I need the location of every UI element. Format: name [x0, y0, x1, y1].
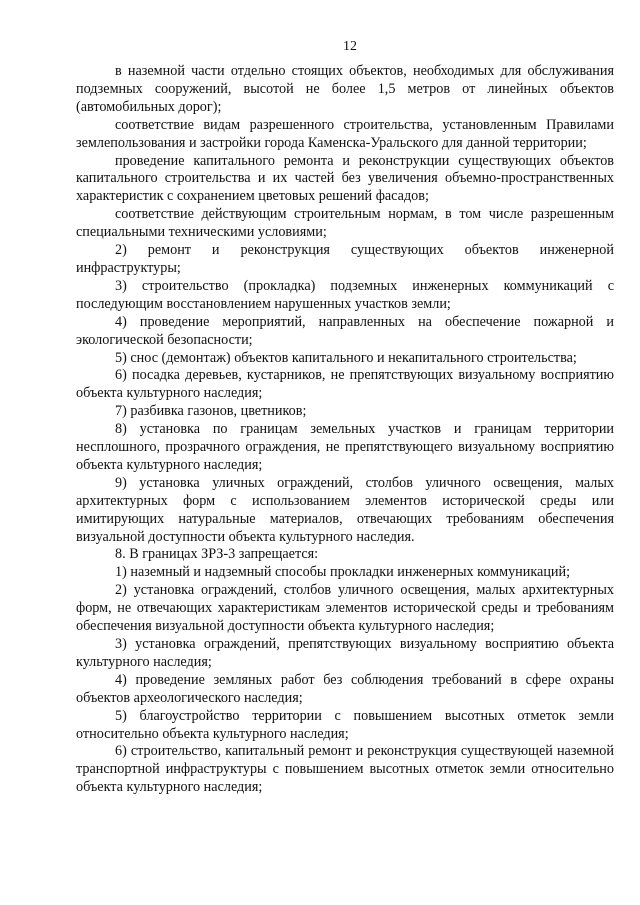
list-item: 4) проведение мероприятий, направленных на обеспечение пожарной и экологической безопасности; — [76, 313, 614, 348]
paragraph: соответствие видам разрешенного строительства, установленным Правилами землепользования и застройки города Каменска-Уральского для данной территории; — [76, 116, 614, 151]
list-item: 4) проведение земляных работ без соблюдения требований в сфере охраны объектов археологического наследия; — [76, 671, 614, 706]
list-item: 6) посадка деревьев, кустарников, не препятствующих визуальному восприятию объекта культурного наследия; — [76, 367, 614, 402]
paragraph: соответствие действующим строительным нормам, в том числе разрешенным специальными техническими условиями; — [76, 206, 614, 241]
list-item: 3) установка ограждений, препятствующих визуальному восприятию объекта культурного наследия; — [76, 636, 614, 670]
list-item: 3) строительство (прокладка) подземных инженерных коммуникаций с последующим восстановлением нарушенных участков земли; — [76, 277, 614, 312]
list-item: 7) разбивка газонов, цветников; — [115, 403, 307, 420]
list-item: 2) ремонт и реконструкция существующих объектов инженерной инфраструктуры; — [76, 242, 614, 276]
section-heading: 8. В границах ЗРЗ-3 запрещается: — [115, 546, 319, 563]
list-item: 5) благоустройство территории с повышением высотных отметок земли относительно объекта культурного наследия; — [76, 707, 614, 742]
list-item: 6) строительство, капитальный ремонт и реконструкция существующей наземной транспортной инфраструктуры с повышением высотных отметок земли относительно объекта культурного наследия; — [76, 743, 614, 796]
list-item: 9) установка уличных ограждений, столбов уличного освещения, малых архитектурных форм с использованием элементов исторической среды или имитирующих натуральные материалов, отвечающих требованиям обеспечения визуальной доступности объекта культурного наследия. — [76, 474, 614, 545]
list-item: 1) наземный и надземный способы прокладки инженерных коммуникаций; — [115, 564, 571, 581]
page-number: 12 — [343, 39, 357, 54]
list-item: 2) установка ограждений, столбов уличного освещения, малых архитектурных форм, не отвечающих характеристикам элементов исторической среды и требованиям обеспечения визуальной доступности объекта культурного наследия; — [76, 582, 614, 635]
list-item: 8) установка по границам земельных участков и границам территории несплошного, прозрачного ограждения, не препятствующего визуальному восприятию объекта культурного наследия; — [76, 421, 614, 473]
list-item: 5) снос (демонтаж) объектов капитального и некапитального строительства; — [115, 349, 577, 366]
paragraph: проведение капитального ремонта и реконструкции существующих объектов капитального строительства и их частей без увеличения объемно-пространственных характеристик с сохранением цветовых решений фасадов; — [76, 152, 614, 205]
paragraph: в наземной части отдельно стоящих объектов, необходимых для обслуживания подземных сооружений, высотой не более 1,5 метров от линейных объектов (автомобильных дорог); — [76, 63, 614, 115]
